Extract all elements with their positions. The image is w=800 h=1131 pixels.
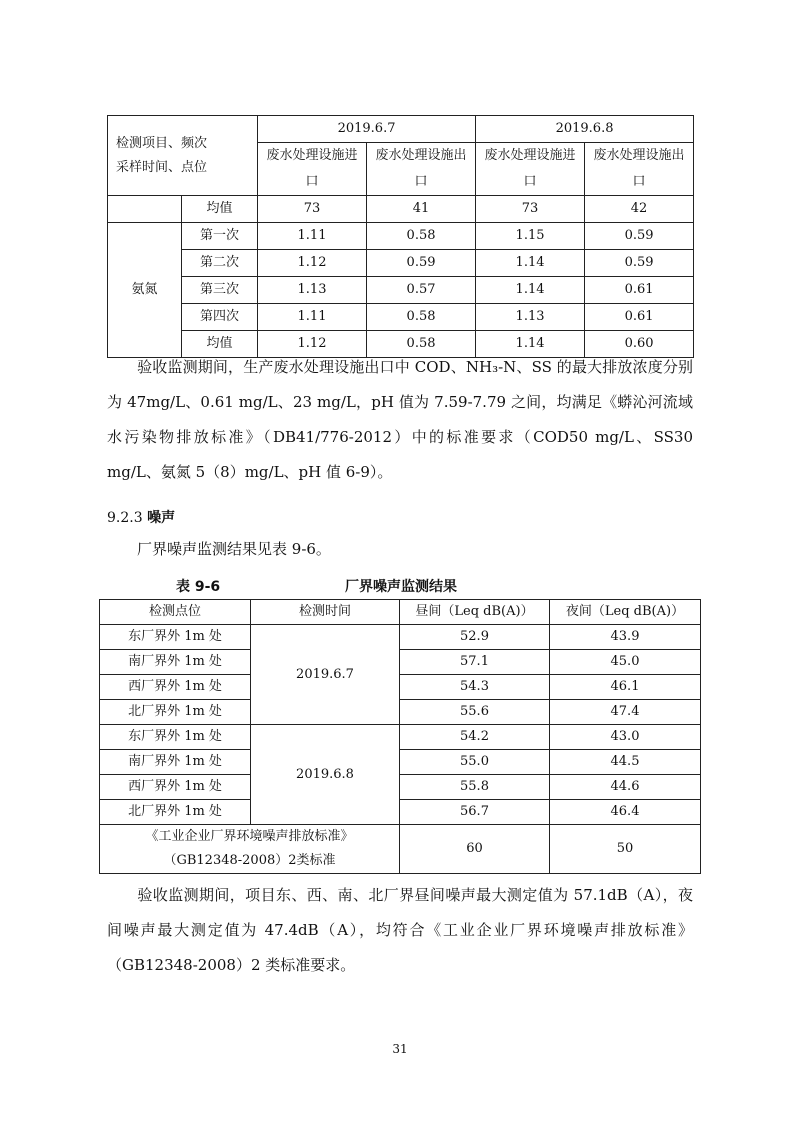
column-header: [585, 143, 694, 196]
row-label: 均值: [182, 331, 258, 358]
column-header-line: 废水处理设施进: [266, 148, 358, 163]
point-cell: 北厂界外 1m 处: [100, 700, 251, 725]
column-header: 检测点位: [100, 600, 251, 625]
night-value: 44.5: [550, 750, 701, 775]
standard-line2: （GB12348-2008）2类标准: [163, 853, 336, 868]
table-row: [100, 700, 701, 725]
point-cell: 东厂界外 1m 处: [100, 625, 251, 650]
table-cell: 1.15: [476, 223, 585, 250]
column-header: [367, 143, 476, 196]
table-cell: 42: [585, 196, 694, 223]
column-header-line: 口: [305, 174, 319, 189]
date-header: 2019.6.7: [258, 116, 476, 143]
table-row: [108, 304, 694, 331]
table-cell: 0.59: [367, 250, 476, 277]
table-cell: 0.57: [367, 277, 476, 304]
section-heading: [107, 503, 175, 533]
paragraph-text: 验收监测期间，生产废水处理设施出口中 COD、NH₃-N、SS 的最大排放浓度分别为 47mg/L、0.61 mg/L、23 mg/L，pH 值为 7.59-7.79 之间，均满足《蟒沁河流域水污染物排放标准》（DB41/776-2012）中的标准要求（COD50 mg/L、SS30 mg/L、氨氮 5（8）mg/L、pH 值 6-9）。: [107, 358, 693, 481]
day-value: 56.7: [400, 800, 550, 825]
row-label: 第一次: [182, 223, 258, 250]
table-row: [100, 725, 701, 750]
table-cell: 0.59: [585, 250, 694, 277]
paragraph-noise-summary: [107, 878, 693, 983]
table-cell: 1.13: [258, 277, 367, 304]
table-cell: 0.58: [367, 331, 476, 358]
table-cell: 1.11: [258, 223, 367, 250]
table-cell: 1.11: [258, 304, 367, 331]
night-value: 43.0: [550, 725, 701, 750]
day-value: 55.8: [400, 775, 550, 800]
night-value: 47.4: [550, 700, 701, 725]
day-value: 54.3: [400, 675, 550, 700]
table-row: [108, 250, 694, 277]
table-row: [108, 196, 694, 223]
column-header-line: 口: [632, 174, 646, 189]
table-cell: 41: [367, 196, 476, 223]
group-label: 氨氮: [108, 223, 182, 358]
paragraph-text: 验收监测期间，项目东、西、南、北厂界昼间噪声最大测定值为 57.1dB（A），夜间噪声最大测定值为 47.4dB（A），均符合《工业企业厂界环境噪声排放标准》（GB12348-2008）2 类标准要求。: [107, 886, 693, 974]
point-cell: 南厂界外 1m 处: [100, 750, 251, 775]
point-cell: 西厂界外 1m 处: [100, 675, 251, 700]
column-header-line: 口: [414, 174, 428, 189]
date-cell: 2019.6.8: [251, 725, 400, 825]
table-row: [108, 223, 694, 250]
row-label: 第四次: [182, 304, 258, 331]
section-number: 9.2.3: [107, 510, 143, 526]
table-cell: 73: [476, 196, 585, 223]
point-cell: 西厂界外 1m 处: [100, 775, 251, 800]
night-value: 46.4: [550, 800, 701, 825]
day-value: 57.1: [400, 650, 550, 675]
day-value: 55.0: [400, 750, 550, 775]
corner-header-line1: 检测项目、频次: [116, 135, 208, 151]
table-row: [100, 775, 701, 800]
table-cell: 0.60: [585, 331, 694, 358]
row-label: 第二次: [182, 250, 258, 277]
wastewater-results-table: [107, 115, 694, 358]
column-header-line: 口: [523, 174, 537, 189]
column-header-line: 废水处理设施进: [484, 148, 576, 163]
table-row: [100, 750, 701, 775]
row-label: 第三次: [182, 277, 258, 304]
table-caption-label: 表 9-6: [176, 579, 221, 595]
column-header: 夜间（Leq dB(A)）: [550, 600, 701, 625]
table-cell: 1.13: [476, 304, 585, 331]
row-label: 均值: [182, 196, 258, 223]
table-cell: 0.59: [585, 223, 694, 250]
table-row: [108, 277, 694, 304]
corner-header-cell: [108, 116, 258, 196]
standard-night-value: 50: [550, 825, 701, 874]
column-header-line: 废水处理设施出: [593, 148, 685, 163]
table-row: [100, 800, 701, 825]
column-header: 昼间（Leq dB(A)）: [400, 600, 550, 625]
paragraph-text: 厂界噪声监测结果见表 9-6。: [137, 540, 331, 558]
table-row: [100, 675, 701, 700]
standard-label-cell: [100, 825, 400, 874]
column-header-line: 废水处理设施出: [375, 148, 467, 163]
table-cell: 1.14: [476, 277, 585, 304]
night-value: 45.0: [550, 650, 701, 675]
date-header: 2019.6.8: [476, 116, 694, 143]
standard-line1: 《工业企业厂界环境噪声排放标准》: [145, 829, 354, 844]
table-cell: 0.61: [585, 304, 694, 331]
section-title: 噪声: [147, 510, 176, 526]
standard-day-value: 60: [400, 825, 550, 874]
point-cell: 北厂界外 1m 处: [100, 800, 251, 825]
day-value: 52.9: [400, 625, 550, 650]
column-header: 检测时间: [251, 600, 400, 625]
table-cell: 0.58: [367, 304, 476, 331]
table-cell: 1.12: [258, 250, 367, 277]
table-cell: 73: [258, 196, 367, 223]
point-cell: 东厂界外 1m 处: [100, 725, 251, 750]
empty-cell: [108, 196, 182, 223]
night-value: 46.1: [550, 675, 701, 700]
table-row: [100, 625, 701, 650]
night-value: 44.6: [550, 775, 701, 800]
date-cell: 2019.6.7: [251, 625, 400, 725]
column-header: [476, 143, 585, 196]
table-cell: 1.12: [258, 331, 367, 358]
day-value: 55.6: [400, 700, 550, 725]
noise-results-table: [99, 599, 701, 874]
paragraph-wastewater-summary: [107, 350, 693, 490]
night-value: 43.9: [550, 625, 701, 650]
corner-header-line2: 采样时间、点位: [116, 159, 208, 175]
table-cell: 0.61: [585, 277, 694, 304]
column-header: [258, 143, 367, 196]
paragraph-noise-intro: [107, 532, 693, 567]
table-cell: 1.14: [476, 331, 585, 358]
table-row: [100, 650, 701, 675]
page-number: 31: [392, 1042, 408, 1056]
table-cell: 0.58: [367, 223, 476, 250]
table-caption-title: 厂界噪声监测结果: [345, 579, 457, 595]
point-cell: 南厂界外 1m 处: [100, 650, 251, 675]
standard-row: [100, 825, 701, 874]
table-cell: 1.14: [476, 250, 585, 277]
day-value: 54.2: [400, 725, 550, 750]
